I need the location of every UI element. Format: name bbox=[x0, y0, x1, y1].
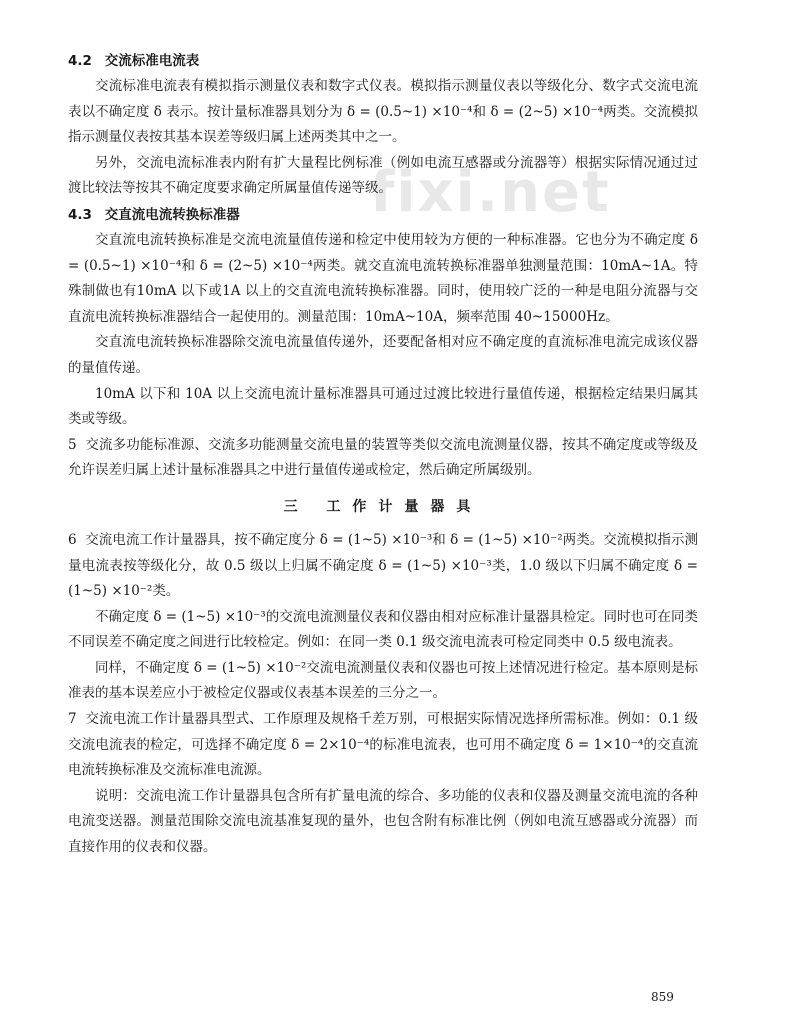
clause-number: 7 bbox=[68, 711, 77, 728]
clause-text: 交流多功能标准源、交流多功能测量交流电量的装置等类似交流电流测量仪器，按其不确定度或等级及允许误差归属上述计量标准器具之中进行量值传递或检定，然后确定所属级别。 bbox=[68, 436, 699, 479]
paragraph: 交直流电流转换标准器除交流电流量值传递外，还要配备相对应不确定度的直流标准电流完成该仪器的量值传递。 bbox=[68, 334, 698, 376]
paragraph: 说明：交流电流工作计量器具包含所有扩量电流的综合、多功能的仪表和仪器及测量交流电流的各种电流变送器。测量范围除交流电流基准复现的量外，也包含附有标准比例（例如电流互感器或分流器）而直接作用的仪表和仪器。 bbox=[68, 787, 698, 856]
heading-number: 4.2 bbox=[68, 53, 92, 69]
page-content bbox=[68, 48, 698, 861]
paragraph: 同样，不确定度 δ = (1~5) ×10⁻²交流电流测量仪表和仪器也可按上述情况进行检定。基本原则是标准表的基本误差应小于被检定仪器或仪表基本误差的三分之一。 bbox=[68, 659, 698, 702]
heading-title: 交直流电流转换标准器 bbox=[104, 206, 240, 223]
heading-title: 交流标准电流表 bbox=[104, 53, 200, 69]
paragraph: 交流标准电流表有模拟指示测量仪表和数字式仪表。模拟指示测量仪表以等级化分、数字式交流电流表以不确定度 δ 表示。按计量标准器具划分为 δ = (0.5~1) ×10⁻⁴和 δ = (2~5) ×10⁻⁴两类。交流模拟指示测量仪表按其基本误差等级归属上述两类其中之一。 bbox=[68, 78, 698, 146]
clause-7 bbox=[68, 707, 698, 784]
page-number: 859 bbox=[651, 990, 674, 1004]
heading-4-2 bbox=[68, 48, 698, 74]
heading-number: 4.3 bbox=[68, 206, 92, 223]
clause-number: 6 bbox=[68, 531, 77, 548]
part-title: 三 工作计量器具 bbox=[283, 498, 483, 515]
clause-6 bbox=[68, 528, 698, 605]
heading-4-3 bbox=[68, 202, 698, 228]
paragraph: 10mA 以下和 10A 以上交流电流计量标准器具可通过过渡比较进行量值传递，根据检定结果归属其类或等级。 bbox=[68, 385, 698, 428]
clause-text: 交流电流工作计量器具型式、工作原理及规格千差万别，可根据实际情况选择所需标准。例如：0.1 级交流电流表的检定，可选择不确定度 δ = 2×10⁻⁴的标准电流表，也可用不确定度 δ = 1×10⁻⁴的交直流电流转换标准及交流标准电流源。 bbox=[68, 711, 698, 779]
clause-5 bbox=[68, 433, 698, 484]
clause-number: 5 bbox=[68, 436, 77, 453]
paragraph: 交直流电流转换标准是交流电流量值传递和检定中使用较为方便的一种标准器。它也分为不确定度 δ = (0.5~1) ×10⁻⁴和 δ = (2~5) ×10⁻⁴两类。就交直流电流转换标准器单独测量范围：10mA~1A。特殊制做也有10mA 以下或1A 以上的交直流电流转换标准器。同时，使用较广泛的一种是电阻分流器与交直流电流转换标准器结合一起使用的。测量范围：10mA~10A，频率范围 40~15000Hz。 bbox=[68, 231, 698, 325]
paragraph: 不确定度 δ = (1~5) ×10⁻³的交流电流测量仪表和仪器由相对应标准计量器具检定。同时也可在同类不同误差不确定度之间进行比较检定。例如：在同一类 0.1 级交流电流表可检定同类中 0.5 级电流表。 bbox=[68, 608, 698, 651]
watermark: fixi.net bbox=[370, 160, 611, 225]
clause-text: 交流电流工作计量器具，按不确定度分 δ = (1~5) ×10⁻³和 δ = (1~5) ×10⁻²两类。交流模拟指示测量电流表按等级化分，故 0.5 级以上归属不确定度 δ = (1~5) ×10⁻³类，1.0 级以下归属不确定度 δ = (1~5) ×10⁻²类。 bbox=[68, 531, 698, 600]
paragraph: 另外，交流电流标准表内附有扩大量程比例标准（例如电流互感器或分流器等）根据实际情况通过过渡比较法等按其不确定度要求确定所属量值传递等级。 bbox=[68, 154, 698, 197]
